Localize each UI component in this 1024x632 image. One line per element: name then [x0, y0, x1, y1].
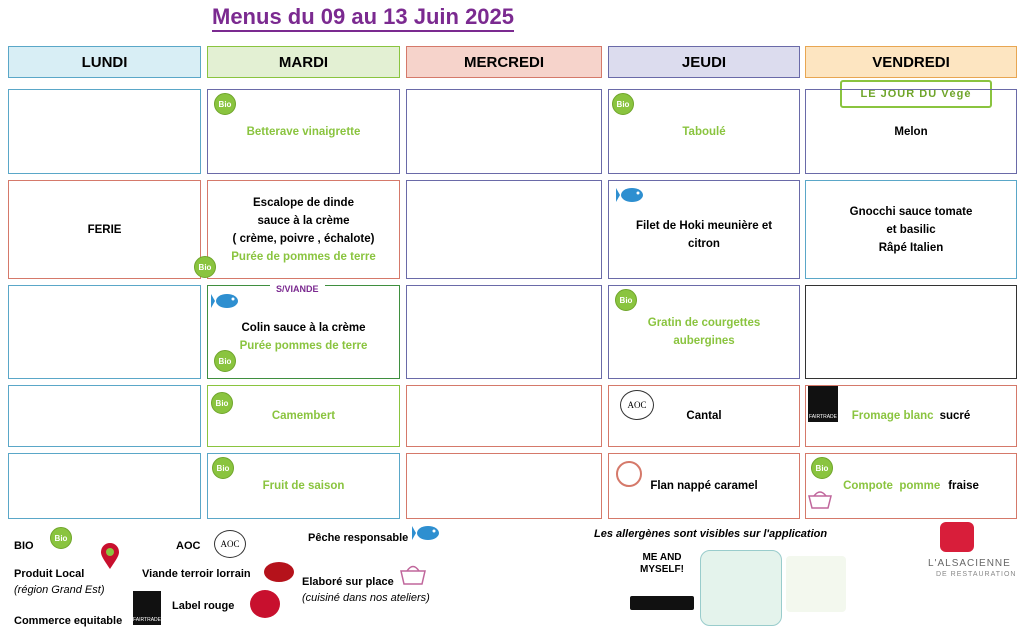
- fish-icon: [616, 182, 646, 208]
- phone-mockup: [700, 550, 782, 626]
- allergens-note: Les allergènes sont visibles sur l'application: [594, 528, 828, 540]
- cell-mercredi-cheese: [406, 385, 602, 447]
- aoc-icon: AOC: [620, 390, 654, 420]
- cell-vendredi-dessert: [805, 453, 1017, 519]
- veggie-day-label: LE JOUR DU Végé: [860, 88, 972, 100]
- jeudi-side-line-2: aubergines: [673, 335, 735, 347]
- fish-icon: [211, 288, 241, 314]
- label-rouge-icon: [250, 590, 280, 618]
- cell-mercredi-dessert: [406, 453, 602, 519]
- app-features: [786, 556, 846, 612]
- header-mardi: MARDI: [207, 46, 400, 78]
- vendredi-main-line-3: Râpé Italien: [878, 241, 944, 254]
- vendredi-dairy: Fromage blanc: [851, 410, 934, 422]
- brand-subtitle: DE RESTAURATION: [936, 571, 1017, 578]
- bio-icon: Bio: [214, 350, 236, 372]
- location-pin-icon: [100, 542, 120, 570]
- meat-label-icon: [264, 562, 294, 582]
- cell-lundi-main: [8, 180, 201, 279]
- mardi-main-line-2: sauce à la crème: [257, 214, 350, 227]
- mardi-sv-main: Colin sauce à la crème: [241, 322, 366, 334]
- homemade-icon: [616, 461, 642, 487]
- bio-icon: Bio: [615, 289, 637, 311]
- aoc-icon: AOC: [214, 530, 246, 558]
- legend-aoc: AOC: [176, 540, 201, 552]
- cell-vendredi-main: [805, 180, 1017, 279]
- cell-lundi-side: [8, 285, 201, 379]
- mardi-dessert: Fruit de saison: [262, 480, 345, 492]
- brand-name: L'ALSACIENNE: [928, 558, 1011, 569]
- lundi-main: FERIE: [87, 223, 122, 236]
- app-store-badges: [630, 596, 694, 610]
- vendredi-starter: Melon: [894, 125, 928, 138]
- sans-viande-badge: S/VIANDE: [270, 282, 325, 296]
- jeudi-starter: Taboulé: [682, 125, 726, 138]
- cell-mercredi-starter: [406, 89, 602, 174]
- header-mercredi: MERCREDI: [406, 46, 602, 78]
- bio-icon: Bio: [811, 457, 833, 479]
- basket-icon: [398, 562, 428, 586]
- legend-made-sub: (cuisiné dans nos ateliers): [302, 592, 430, 604]
- page-title: Menus du 09 au 13 Juin 2025: [212, 4, 514, 32]
- vendredi-dairy-flavor: sucré: [939, 410, 971, 422]
- cell-mardi-starter: [207, 89, 400, 174]
- fairtrade-icon: FAIRTRADE: [808, 386, 838, 422]
- mardi-starter: Betterave vinaigrette: [246, 125, 361, 138]
- mardi-main-line-1: Escalope de dinde: [253, 196, 354, 209]
- legend-fair: Commerce equitable: [14, 615, 123, 627]
- cell-mardi-dessert: [207, 453, 400, 519]
- cell-mardi-cheese: [207, 385, 400, 447]
- vendredi-main-line-1: Gnocchi sauce tomate: [849, 205, 973, 218]
- jeudi-main: Filet de Hoki meunière et citron: [635, 219, 773, 250]
- basket-icon: [806, 488, 834, 510]
- cell-vendredi-side: [805, 285, 1017, 379]
- bio-icon: Bio: [612, 93, 634, 115]
- legend-fishing: Pêche responsable: [308, 532, 409, 544]
- mardi-sv-side: Purée pommes de terre: [239, 340, 368, 352]
- jeudi-dessert: Flan nappé caramel: [650, 480, 758, 492]
- cell-lundi-cheese: [8, 385, 201, 447]
- jeudi-cheese: Cantal: [686, 410, 722, 422]
- cell-vendredi-starter: [805, 89, 1017, 174]
- cell-mercredi-side: [406, 285, 602, 379]
- legend-made: Elaboré sur place: [302, 576, 394, 588]
- cell-lundi-starter: [8, 89, 201, 174]
- fairtrade-icon: FAIRTRADE: [133, 591, 161, 625]
- vendredi-dessert-flavor: fraise: [948, 480, 979, 492]
- brand-logo: [940, 522, 974, 552]
- cell-mardi-main: [207, 180, 400, 279]
- cell-lundi-dessert: [8, 453, 201, 519]
- bio-icon: Bio: [211, 392, 233, 414]
- legend-local-sub: (région Grand Est): [14, 584, 105, 596]
- vendredi-dessert: Compote pomme: [843, 480, 941, 492]
- jeudi-side-line-1: Gratin de courgettes: [647, 317, 761, 329]
- header-lundi: LUNDI: [8, 46, 201, 78]
- mardi-main-side: Purée de pommes de terre: [231, 250, 376, 263]
- legend-local: Produit Local: [14, 568, 85, 580]
- mardi-main-line-3: ( crème, poivre , échalote): [232, 232, 375, 245]
- bio-icon: Bio: [194, 256, 216, 278]
- bio-icon: Bio: [212, 457, 234, 479]
- header-vendredi: VENDREDI: [805, 46, 1017, 78]
- vendredi-main-line-2: et basilic: [886, 223, 936, 236]
- mardi-cheese: Camembert: [271, 410, 336, 422]
- cell-jeudi-starter: [608, 89, 800, 174]
- legend-label-rouge: Label rouge: [172, 600, 235, 612]
- legend-meat: Viande terroir lorrain: [142, 568, 251, 580]
- app-logo: ME AND MYSELF!: [640, 552, 684, 575]
- cell-mercredi-main: [406, 180, 602, 279]
- bio-icon: Bio: [50, 527, 72, 549]
- header-jeudi: JEUDI: [608, 46, 800, 78]
- bio-icon: Bio: [214, 93, 236, 115]
- legend-bio: BIO: [14, 540, 34, 552]
- fish-icon: [412, 520, 442, 546]
